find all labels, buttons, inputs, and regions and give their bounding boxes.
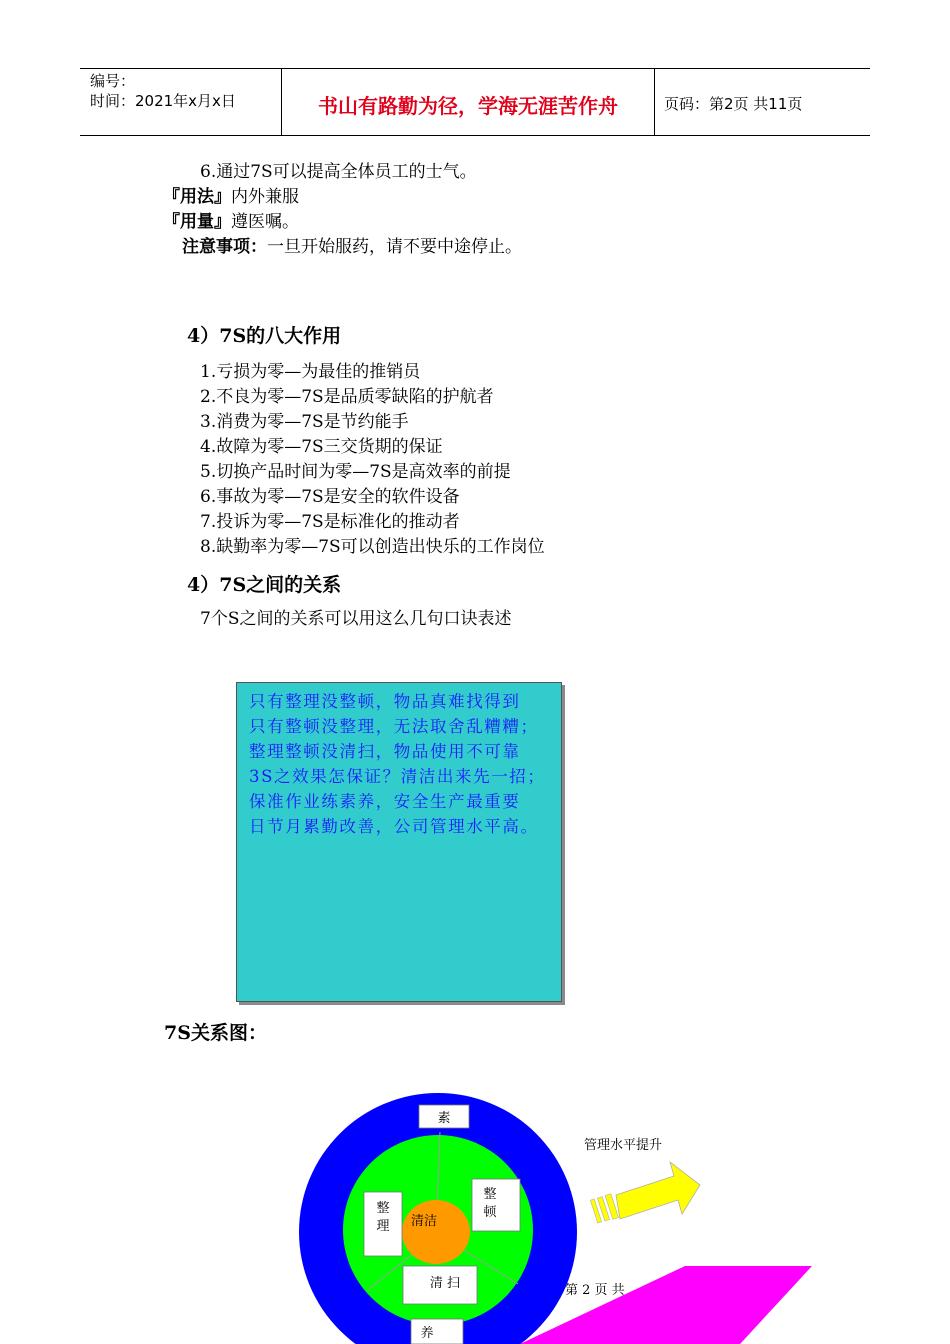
mnemonic-box <box>236 682 562 1002</box>
header-divider-right <box>654 69 655 136</box>
notice-label: 注意事项： <box>182 237 267 257</box>
section-relation-intro: 7个S之间的关系可以用这么几句口诀表述 <box>200 609 512 629</box>
page-footer-fragment: 第 2 页 共 <box>565 1283 625 1298</box>
dosage-line <box>163 210 299 235</box>
mnemonic-line: 只有整顿没整理，无法取舍乱糟糟； <box>249 717 539 736</box>
label-yang: 养 <box>420 1326 434 1341</box>
header-top-rule <box>80 68 870 69</box>
list-item: 7.投诉为零—7S是标准化的推动者 <box>200 512 460 532</box>
mnemonic-line: 日节月累勤改善，公司管理水平高。 <box>249 817 539 836</box>
label-zhengdun-2: 顿 <box>483 1205 497 1220</box>
mnemonic-line: 整理整顿没清扫，物品使用不可靠 <box>249 742 521 761</box>
effects-list <box>200 360 545 560</box>
list-item: 6.事故为零—7S是安全的软件设备 <box>200 487 460 507</box>
usage-line <box>163 185 299 210</box>
label-su: 素 <box>437 1111 451 1126</box>
center-circle <box>402 1200 470 1264</box>
document-number-label: 编号： <box>90 72 136 90</box>
usage-tag: 『用法』 <box>163 187 231 207</box>
arrow-label: 管理水平提升 <box>584 1138 663 1153</box>
mnemonic-line: 3S之效果怎保证？清洁出来先一招； <box>249 767 546 786</box>
improvement-arrow <box>590 1162 700 1223</box>
usage-text: 内外兼服 <box>231 187 299 207</box>
notice-text: 一旦开始服药，请不要中途停止。 <box>267 237 522 257</box>
list-item: 2.不良为零—7S是品质零缺陷的护航者 <box>200 387 494 407</box>
label-zhengli-1: 整 <box>376 1201 390 1216</box>
header-motto: 书山有路勤为径，学海无涯苦作舟 <box>318 94 618 118</box>
mnemonic-lines <box>249 689 546 839</box>
section-relation-title: 4）7S之间的关系 <box>187 574 342 596</box>
dosage-text: 遵医嘱。 <box>231 212 299 232</box>
label-zhengdun-1: 整 <box>483 1187 497 1202</box>
relation-diagram <box>290 1090 950 1344</box>
list-item: 4.故障为零—7S三交货期的保证 <box>200 437 443 457</box>
dosage-tag: 『用量』 <box>163 212 231 232</box>
list-item: 1.亏损为零—为最佳的推销员 <box>200 362 421 382</box>
notice-line <box>182 235 522 260</box>
mnemonic-line: 只有整理没整顿，物品真难找得到 <box>249 692 521 711</box>
intro-item-6: 6.通过7S可以提高全体员工的士气。 <box>200 162 477 182</box>
list-item: 5.切换产品时间为零—7S是高效率的前提 <box>200 462 511 482</box>
header-meta <box>90 71 236 111</box>
label-qingsao: 清 扫 <box>429 1276 461 1291</box>
label-zhengli-2: 理 <box>376 1219 390 1234</box>
label-qingjie: 清洁 <box>410 1214 438 1229</box>
section-effects-title: 4）7S的八大作用 <box>187 325 342 347</box>
document-time-label: 时间：2021年x月x日 <box>90 92 236 110</box>
header-page-number: 页码：第2页 共11页 <box>664 95 803 113</box>
list-item: 3.消费为零—7S是节约能手 <box>200 412 409 432</box>
diagram-title: 7S关系图： <box>164 1022 267 1044</box>
mnemonic-line: 保准作业练素养，安全生产最重要 <box>249 792 521 811</box>
list-item: 8.缺勤率为零—7S可以创造出快乐的工作岗位 <box>200 537 545 557</box>
label-box-yang <box>411 1319 463 1344</box>
header-bottom-rule <box>80 135 870 136</box>
